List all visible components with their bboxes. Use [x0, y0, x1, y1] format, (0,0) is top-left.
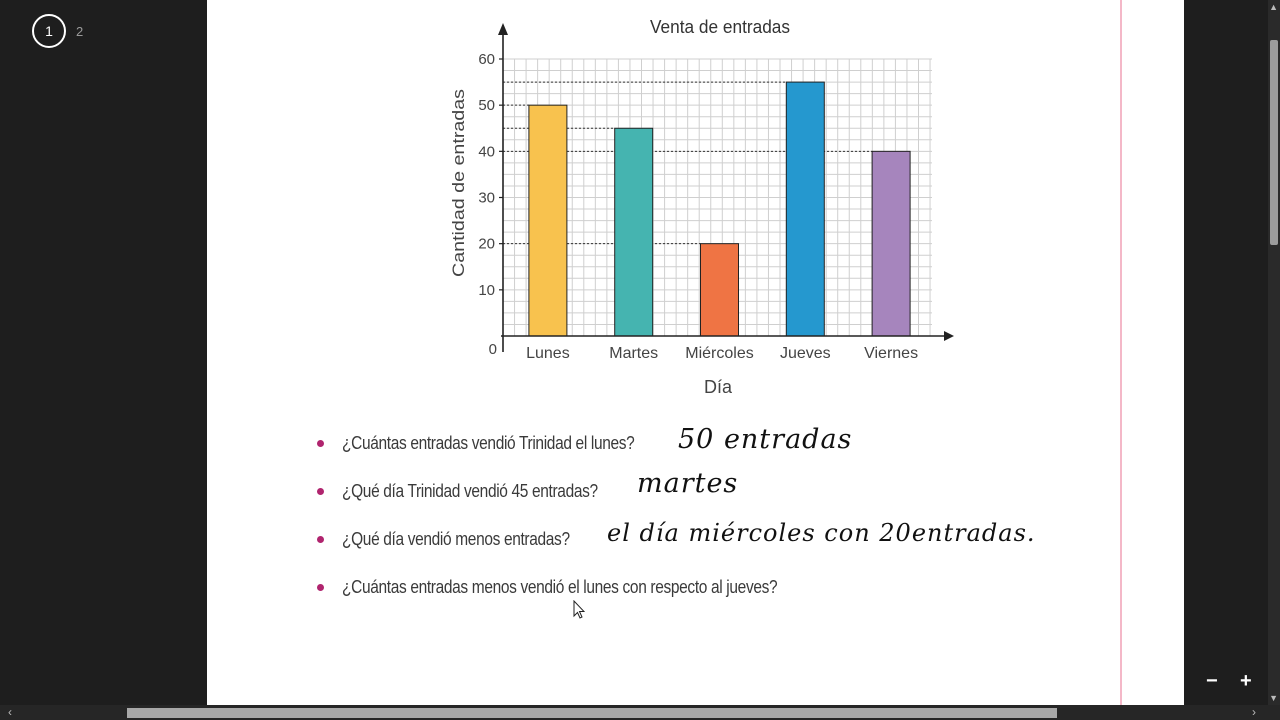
y-tick-label: 20: [478, 235, 495, 253]
question-item: [317, 428, 682, 458]
vertical-scroll-thumb[interactable]: [1270, 40, 1278, 245]
y-tick-label: 30: [478, 189, 495, 207]
bar-jueves: [786, 82, 824, 336]
bullet-icon: [317, 584, 324, 591]
y-tick-label: 40: [478, 143, 495, 161]
y-axis-label: Cantidad de entradas: [449, 114, 468, 277]
zoom-in-button[interactable]: +: [1240, 670, 1252, 692]
handwritten-answer: martes: [637, 468, 739, 499]
chevron-right-icon[interactable]: ›: [1252, 705, 1256, 719]
bullet-icon: [317, 440, 324, 447]
y-tick-label: 50: [478, 97, 495, 115]
x-axis-label: Día: [703, 377, 733, 397]
bar-miércoles: [701, 244, 739, 336]
x-tick-label: Martes: [609, 345, 659, 362]
question-text: ¿Qué día vendió menos entradas?: [342, 528, 570, 549]
x-tick-label: Viernes: [864, 345, 919, 362]
horizontal-scroll-thumb[interactable]: [127, 708, 1057, 718]
zoom-out-button[interactable]: −: [1206, 670, 1218, 692]
question-item: [317, 524, 607, 554]
y-tick-label: 10: [478, 281, 495, 299]
question-item: [317, 572, 848, 602]
x-axis-arrow-icon: [944, 331, 954, 341]
bar-viernes: [872, 151, 910, 336]
y-tick-labels: [478, 51, 503, 358]
chevron-left-icon[interactable]: ‹: [8, 705, 12, 719]
chevron-down-icon[interactable]: ▼: [1269, 693, 1278, 703]
handwritten-answer: el día miércoles con 20entradas.: [607, 519, 1036, 547]
question-text: ¿Cuántas entradas vendió Trinidad el lunes?: [342, 432, 635, 453]
question-text: ¿Qué día Trinidad vendió 45 entradas?: [342, 480, 598, 501]
x-tick-label: Lunes: [526, 345, 570, 362]
x-tick-label: Jueves: [779, 345, 831, 362]
x-tick-label: Miércoles: [685, 345, 754, 362]
y-tick-label: 60: [478, 51, 495, 68]
bar-martes: [615, 128, 653, 336]
chart-title: Venta de entradas: [650, 17, 790, 37]
handwritten-answer: 50 entradas: [678, 424, 853, 455]
bar-chart: [207, 0, 1107, 410]
page-navigator: [32, 14, 83, 48]
question-item: [317, 476, 639, 506]
whiteboard-canvas[interactable]: [207, 0, 1184, 705]
x-tick-labels: [526, 345, 918, 362]
page-1-button[interactable]: 1: [32, 14, 66, 48]
vertical-scrollbar[interactable]: [1268, 0, 1280, 705]
bullet-icon: [317, 488, 324, 495]
bar-lunes: [529, 105, 567, 336]
y-tick-label: 0: [488, 341, 497, 358]
horizontal-scrollbar[interactable]: [0, 705, 1280, 720]
y-axis-arrow-icon: [498, 23, 508, 35]
bullet-icon: [317, 536, 324, 543]
mouse-pointer-icon: [573, 600, 585, 620]
page-2-button[interactable]: 2: [76, 23, 84, 39]
page-margin-line: [1120, 0, 1122, 705]
question-text: ¿Cuántas entradas menos vendió el lunes con respecto al jueves?: [342, 576, 778, 597]
chevron-up-icon[interactable]: ▲: [1269, 2, 1278, 12]
